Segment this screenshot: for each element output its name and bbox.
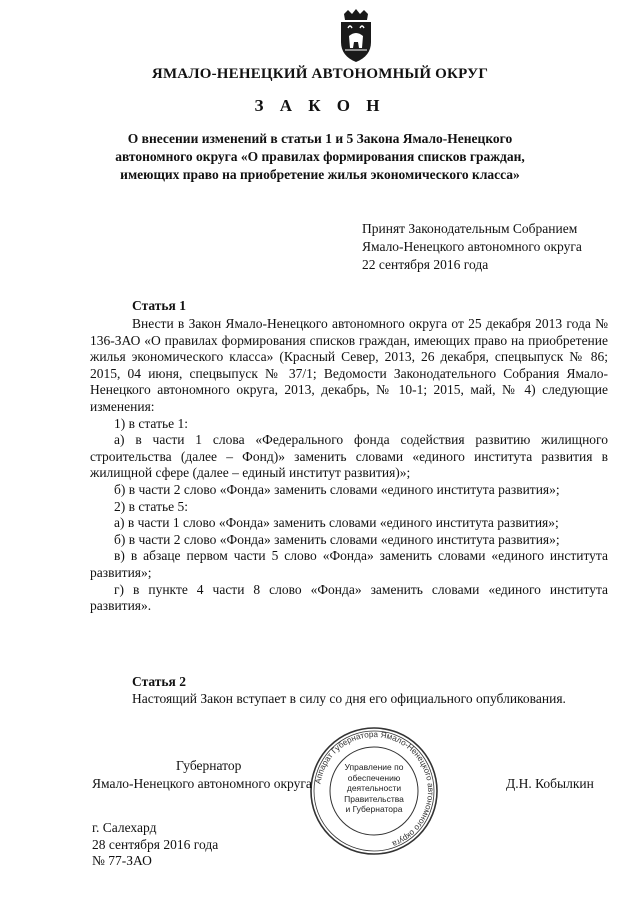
footer-date: 28 сентября 2016 года	[92, 836, 219, 852]
adoption-note	[362, 220, 582, 274]
stamp-line: деятельности	[346, 783, 402, 793]
footer-number: № 77-ЗАО	[92, 853, 152, 868]
adoption-line: Принят Законодательным Собранием	[362, 221, 578, 236]
document-footer	[92, 820, 218, 870]
article-1-item-2c: в) в абзаце первом части 5 слово «Фонда» заменить словами «единого института развития»;	[90, 548, 608, 580]
adoption-line: 22 сентября 2016 года	[362, 257, 489, 272]
stamp-ring-text: Аппарат Губернатора Ямало-Ненецкого автономного округа	[313, 729, 436, 849]
subject-line: имеющих право на приобретение жилья экономического класса»	[120, 167, 520, 182]
article-2-text: Настоящий Закон вступает в силу со дня его официального опубликования.	[132, 691, 566, 706]
coat-of-arms-emblem	[336, 8, 376, 64]
stamp-line: и Губернатора	[345, 804, 403, 814]
article-2-title: Статья 2	[132, 674, 186, 689]
stamp-center-text	[320, 762, 428, 815]
article-2-body	[90, 691, 608, 708]
signatory-name: Д.Н. Кобылкин	[506, 776, 594, 791]
article-1-item-2a: а) в части 1 слово «Фонда» заменить словами «единого института развития»;	[114, 515, 559, 531]
article-1-title: Статья 1	[132, 298, 186, 313]
article-1-item-1a: а) в части 1 слова «Федерального фонда содействия развитию жилищного строительства (далее – Фонд)» заменить словами «единого института развития в жилищной сфере (далее – единый институт развития)»;	[90, 432, 608, 481]
law-heading: З А К О Н	[254, 96, 386, 115]
subject-line: О внесении изменений в статьи 1 и 5 Закона Ямало-Ненецкого	[127, 131, 513, 146]
signatory-office: Ямало-Ненецкого автономного округа	[92, 776, 312, 791]
stamp-line: Управление по	[344, 762, 404, 772]
adoption-line: Ямало-Ненецкого автономного округа	[362, 239, 582, 254]
stamp-line: обеспечению	[347, 772, 401, 783]
signatory-title: Губернатор	[176, 758, 242, 773]
footer-city: г. Салехард	[92, 820, 157, 835]
article-1-item-2d: г) в пункте 4 части 8 слово «Фонда» заменить словами «единого института развития».	[90, 581, 608, 614]
article-1-body	[90, 316, 608, 615]
article-1-item-1: 1) в статье 1:	[114, 415, 188, 431]
region-heading: ЯМАЛО-НЕНЕЦКИЙ АВТОНОМНЫЙ ОКРУГ	[151, 66, 489, 82]
subject-line: автономного округа «О правилах формирования списков граждан,	[115, 149, 525, 164]
article-1-item-2b: б) в части 2 слово «Фонда» заменить словами «единого института развития»;	[114, 531, 560, 547]
article-1-intro: Внести в Закон Ямало-Ненецкого автономного округа от 25 декабря 2013 года № 136-ЗАО «О правилах формирования списков граждан, имеющих право на приобретение жилья экономического класса» (Красный Север, 2013, 26 декабря, спецвыпуск № 86; 2015, 04 июня, спецвыпуск № 37/1; Ведомости Законодательного Собрания Ямало-Ненецкого автономного округа, 2013, декабрь, № 10-1; 2015, май, № 4) следующие изменения:	[90, 316, 608, 414]
stamp-line: Правительства	[344, 793, 404, 804]
article-1-item-1b: б) в части 2 слово «Фонда» заменить словами «единого института развития»;	[114, 481, 560, 497]
law-subject	[0, 130, 640, 184]
article-1-item-2: 2) в статье 5:	[114, 498, 188, 514]
